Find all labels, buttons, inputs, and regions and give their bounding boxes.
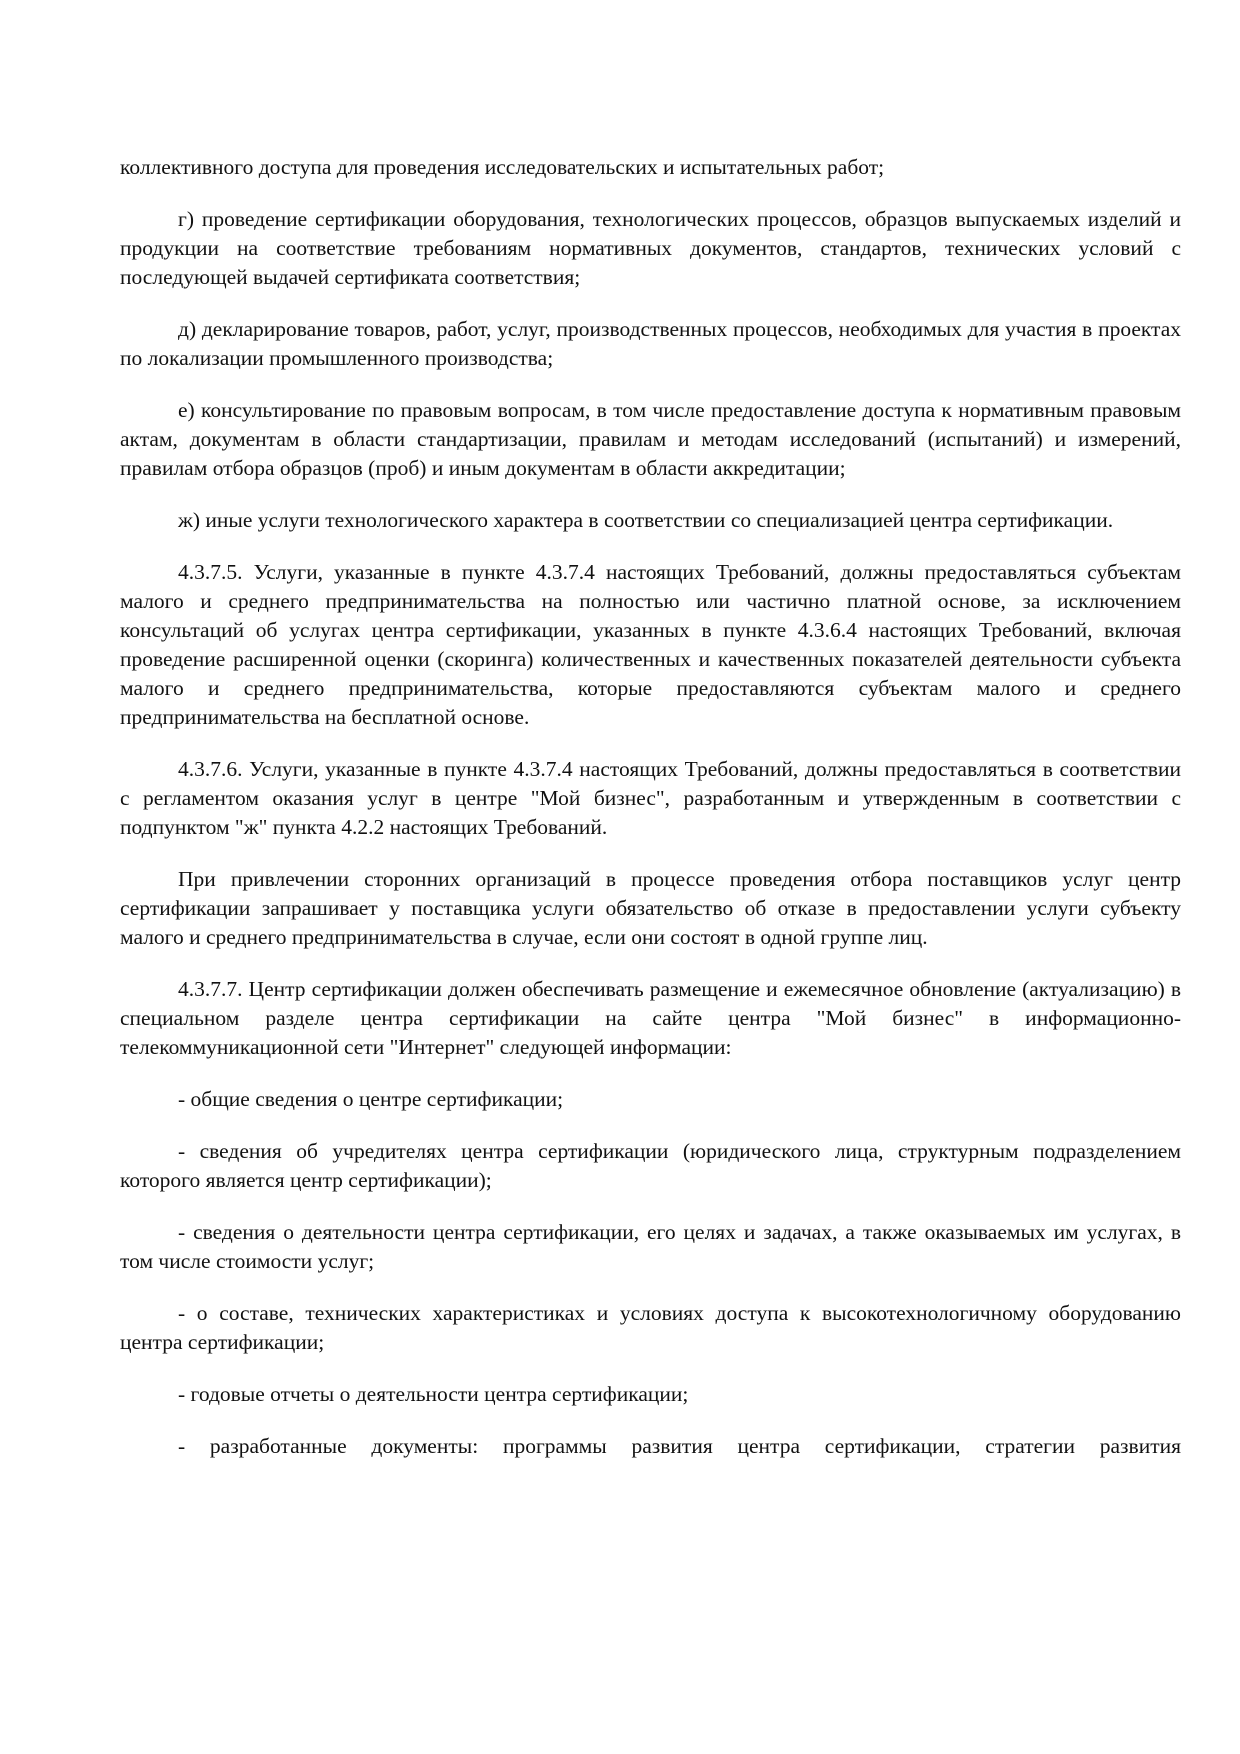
paragraph-4-3-7-5: 4.3.7.5. Услуги, указанные в пункте 4.3.7.4 настоящих Требований, должны предоставляться субъектам малого и среднего предпринимательства на полностью или частично платной основе, за исключением консультаций об услугах центра сертификации, указанных в пункте 4.3.6.4 настоящих Требований, включая проведение расширенной оценки (скоринга) количественных и качественных показателей деятельности субъекта малого и среднего предпринимательства, которые предоставляются субъектам малого и среднего предпринимательства на бесплатной основе. <box>120 560 1181 729</box>
paragraph-item-g: г) проведение сертификации оборудования, технологических процессов, образцов выпускаемых изделий и продукции на соответствие требованиям нормативных документов, стандартов, технических условий с последующей выдачей сертификата соответствия; <box>120 207 1181 289</box>
paragraph-4-3-7-6: 4.3.7.6. Услуги, указанные в пункте 4.3.7.4 настоящих Требований, должны предоставляться в соответствии с регламентом оказания услуг в центре "Мой бизнес", разработанным и утвержденным в соответствии с подпунктом "ж" пункта 4.2.2 настоящих Требований. <box>120 757 1181 839</box>
list-item-founders: - сведения об учредителях центра сертификации (юридического лица, структурным подразделением которого является центр сертификации); <box>120 1139 1181 1192</box>
list-item-general-info: - общие сведения о центре сертификации; <box>178 1087 564 1111</box>
paragraph-item-e: е) консультирование по правовым вопросам, в том числе предоставление доступа к нормативным правовым актам, документам в области стандартизации, правилам и методам исследований (испытаний) и измерений, правилам отбора образцов (проб) и иным документам в области аккредитации; <box>120 398 1181 480</box>
paragraph-continuation: коллективного доступа для проведения исследовательских и испытательных работ; <box>120 155 885 179</box>
paragraph-item-zh: ж) иные услуги технологического характера в соответствии со специализацией центра сертификации. <box>178 508 1114 532</box>
list-item-annual-reports: - годовые отчеты о деятельности центра сертификации; <box>178 1382 689 1406</box>
list-item-documents: - разработанные документы: программы развития центра сертификации, стратегии развития <box>178 1434 1181 1458</box>
paragraph-4-3-7-7: 4.3.7.7. Центр сертификации должен обеспечивать размещение и ежемесячное обновление (актуализацию) в специальном разделе центра сертификации на сайте центра "Мой бизнес" в информационно-телекоммуникационной сети "Интернет" следующей информации: <box>120 977 1181 1059</box>
list-item-equipment: - о составе, технических характеристиках и условиях доступа к высокотехнологичному оборудованию центра сертификации; <box>120 1301 1181 1354</box>
document-page <box>120 153 1181 1484</box>
paragraph-item-d: д) декларирование товаров, работ, услуг, производственных процессов, необходимых для участия в проектах по локализации промышленного производства; <box>120 317 1181 370</box>
paragraph-third-party: При привлечении сторонних организаций в процессе проведения отбора поставщиков услуг центр сертификации запрашивает у поставщика услуги обязательство об отказе в предоставлении услуги субъекту малого и среднего предпринимательства в случае, если они состоят в одной группе лиц. <box>120 867 1181 949</box>
list-item-activities: - сведения о деятельности центра сертификации, его целях и задачах, а также оказываемых им услугах, в том числе стоимости услуг; <box>120 1220 1181 1273</box>
